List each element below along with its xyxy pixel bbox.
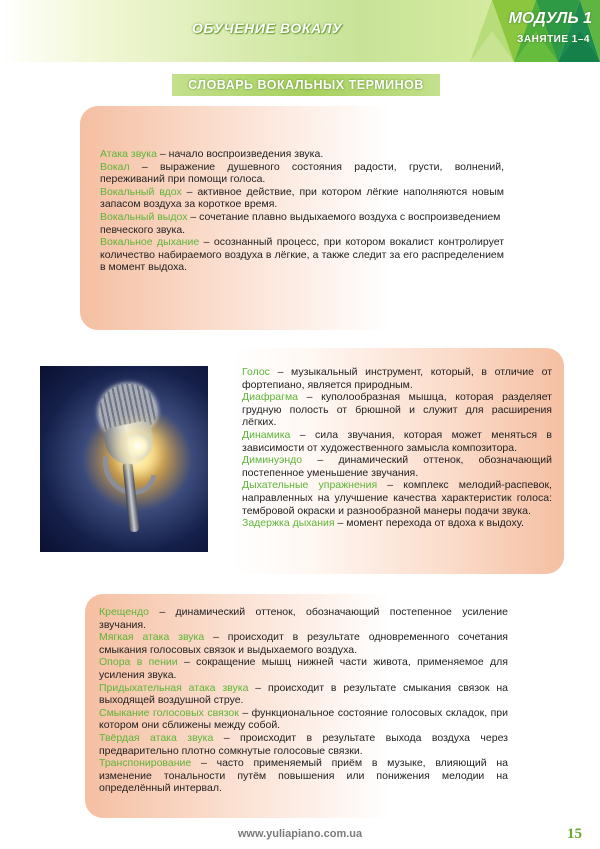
glossary-entry xyxy=(99,757,508,795)
glossary-card-3 xyxy=(85,594,521,818)
glossary-term: Вокал xyxy=(100,160,130,173)
glossary-term: Опора в пении xyxy=(99,656,178,669)
footer-website-link[interactable]: www.yuliapiano.com.ua xyxy=(237,828,363,840)
glossary-definition: – происходит в результате смыкания связок на выходящей воздушной струе. xyxy=(99,681,509,707)
glossary-term: Вокальное дыхание xyxy=(100,236,200,249)
glossary-entry xyxy=(100,186,504,211)
glossary-definition: – куполообразная мышца, которая разделяет грудную полость от брюшной и служит для расширения лёгких. xyxy=(242,391,552,429)
glossary-entry xyxy=(100,161,504,186)
glossary-entry xyxy=(100,211,504,236)
section-title: СЛОВАРЬ ВОКАЛЬНЫХ ТЕРМИНОВ xyxy=(172,74,440,96)
glossary-term: Твёрдая атака звука xyxy=(99,731,214,744)
glossary-term: Диафрагма xyxy=(242,391,299,404)
glossary-card-1 xyxy=(80,106,522,330)
glossary-term: Мягкая атака звука xyxy=(99,631,205,644)
glossary-definition: – динамический оттенок, обозначающий постепенное усиление звучания. xyxy=(99,606,508,631)
glossary-term: Задержка дыхания xyxy=(242,517,335,530)
page-number: 15 xyxy=(567,826,582,842)
glossary-term: Придыхательная атака звука xyxy=(99,681,249,694)
glossary-entry xyxy=(100,236,504,274)
glossary-term: Диминуэндо xyxy=(242,454,303,467)
page-header xyxy=(0,0,600,62)
glossary-entry xyxy=(242,454,552,479)
glossary-definition: – осознанный процесс, при котором вокалист контролирует количество набираемого воздуха в лёгкие, а также следит за его распределением в момент выдоха. xyxy=(100,236,504,274)
glossary-definition: – сила звучания, которая может меняться в зависимости от художественного замысла композитора. xyxy=(242,428,552,454)
module-badge xyxy=(470,0,600,62)
glossary-entry xyxy=(242,479,552,517)
glossary-definition: – происходит в результате выхода воздуха через предварительно плотно сомкнутые голосовые связки. xyxy=(99,731,508,757)
glossary-term: Крещендо xyxy=(99,606,149,618)
glossary-entry xyxy=(99,631,508,656)
glossary-entry xyxy=(242,391,552,429)
glossary-term: Транспонирование xyxy=(99,757,192,770)
lesson-label: ЗАНЯТИЕ 1–4 xyxy=(517,34,590,45)
glossary-definition: – момент перехода от вдоха к выдоху. xyxy=(334,517,524,530)
glossary-definition: – происходит в результате одновременного сочетания смыкания голосовых связок и выдыхаемого воздуха. xyxy=(99,631,508,656)
glossary-term: Голос xyxy=(242,366,270,378)
glossary-term: Вокальный вдох xyxy=(100,185,182,198)
glossary-definition: – динамический оттенок, обозначающий постепенное уменьшение звучания. xyxy=(242,454,552,479)
glossary-definition: – комплекс мелодий-распевок, направленных на улучшение качества характеристик голоса: тембровой окраски и разнообразной манеры подачи звука. xyxy=(242,479,552,517)
glossary-term: Динамика xyxy=(242,428,291,441)
glossary-definition: – часто применяемый приём в музыке, влияющий на изменение тональности путём повышения или понижения мелодии на определённый интервал. xyxy=(99,757,508,795)
glossary-entry xyxy=(242,366,552,391)
glossary-term: Атака звука xyxy=(100,148,157,160)
glossary-card-2 xyxy=(232,348,564,574)
module-label: МОДУЛЬ 1 xyxy=(508,10,592,27)
glossary-entry xyxy=(99,707,508,732)
glossary-definition: – активное действие, при котором лёгкие наполняются новым запасом воздуха за короткое время. xyxy=(100,185,504,211)
glossary-definition: – начало воспроизведения звука. xyxy=(156,148,324,160)
glossary-entry xyxy=(99,656,508,681)
glossary-entry xyxy=(242,429,552,454)
glossary-definition: – музыкальный инструмент, который, в отличие от фортепиано, является природным. xyxy=(242,366,552,391)
light-flare-icon xyxy=(126,434,150,458)
glossary-entry xyxy=(100,148,504,161)
glossary-entry xyxy=(99,732,508,757)
glossary-term: Смыкание голосовых связок xyxy=(99,706,239,719)
glossary-definition: – функциональное состояние голосовых складок, при котором они сближены между собой. xyxy=(99,706,508,732)
glossary-definition: – выражение душевного состояния радости, грусти, волнений, переживаний при помощи голоса. xyxy=(100,160,504,186)
glossary-entry xyxy=(242,517,552,530)
glossary-definition: – сокращение мышц нижней части живота, применяемое для усиления звука. xyxy=(99,656,508,681)
glossary-definition: – сочетание плавно выдыхаемого воздуха с воспроизведением певческого звука. xyxy=(100,210,501,236)
glossary-term: Дыхательные упражнения xyxy=(242,479,378,492)
glossary-entry xyxy=(99,606,508,631)
glossary-entry xyxy=(99,682,508,707)
glossary-term: Вокальный выдох xyxy=(100,210,188,223)
header-title: ОБУЧЕНИЕ ВОКАЛУ xyxy=(192,20,343,36)
microphone-photo xyxy=(40,366,208,552)
